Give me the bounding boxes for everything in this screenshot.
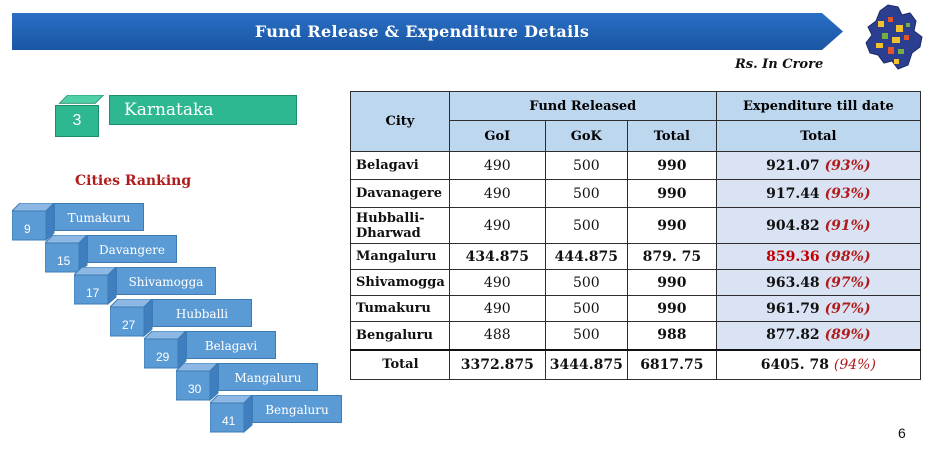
exp-value: 961.79	[766, 300, 820, 317]
cell-expenditure	[716, 270, 920, 296]
header-exp-total: Total	[716, 121, 920, 152]
cell-goi: 490	[449, 180, 545, 208]
header-goi: GoI	[449, 121, 545, 152]
cell-total: 990	[627, 270, 716, 296]
rank-city: Tumakuru	[54, 203, 144, 231]
ranking-title: Cities Ranking	[75, 173, 192, 189]
rank-number: 15	[57, 254, 71, 268]
rank-number: 9	[24, 222, 31, 236]
state-number: 3	[55, 105, 99, 137]
exp-percent: (89%)	[824, 327, 871, 344]
cell-total: 879. 75	[627, 244, 716, 270]
cell-expenditure	[716, 322, 920, 350]
cell-expenditure	[716, 244, 920, 270]
table-body	[351, 152, 921, 380]
header-city: City	[351, 92, 450, 152]
title-banner	[12, 13, 842, 50]
table-row	[351, 322, 921, 350]
page-number: 6	[898, 425, 906, 441]
cell-gok: 500	[545, 322, 627, 350]
cell-goi: 490	[449, 152, 545, 180]
cell-city: Tumakuru	[351, 296, 450, 322]
cell-total-total: 6817.75	[627, 350, 716, 380]
table-row	[351, 296, 921, 322]
unit-note: Rs. In Crore	[735, 57, 824, 72]
cell-total: 990	[627, 152, 716, 180]
cell-total: 990	[627, 180, 716, 208]
cell-gok: 500	[545, 180, 627, 208]
cell-total: 990	[627, 208, 716, 244]
cell-city: Hubballi- Dharwad	[351, 208, 450, 244]
exp-percent: (91%)	[824, 217, 871, 234]
table-row	[351, 152, 921, 180]
exp-value: 859.36	[766, 248, 820, 265]
cell-expenditure	[716, 296, 920, 322]
header-fund-released: Fund Released	[449, 92, 716, 121]
cell-total-goi: 3372.875	[449, 350, 545, 380]
rank-number: 41	[222, 414, 236, 428]
table-row	[351, 208, 921, 244]
exp-value: 877.82	[766, 327, 820, 344]
cell-gok: 500	[545, 152, 627, 180]
cell-gok: 500	[545, 270, 627, 296]
header-total: Total	[627, 121, 716, 152]
rank-city: Belagavi	[186, 331, 276, 359]
cell-total-gok: 3444.875	[545, 350, 627, 380]
rank-city: Hubballi	[152, 299, 252, 327]
state-name: Karnataka	[109, 95, 297, 125]
cell-gok: 500	[545, 208, 627, 244]
exp-value: 917.44	[766, 185, 820, 202]
karnataka-map-icon	[858, 3, 930, 71]
table-row	[351, 244, 921, 270]
rank-city: Bengaluru	[252, 395, 342, 423]
state-box-3d-top	[55, 95, 108, 105]
cell-total-label: Total	[351, 350, 450, 380]
cell-gok: 444.875	[545, 244, 627, 270]
cell-total-expenditure	[716, 350, 920, 380]
cell-total: 990	[627, 296, 716, 322]
header-gok: GoK	[545, 121, 627, 152]
rank-city: Shivamogga	[116, 267, 216, 295]
header-expenditure: Expenditure till date	[716, 92, 920, 121]
table-row	[351, 180, 921, 208]
cell-city: Davanagere	[351, 180, 450, 208]
cell-goi: 490	[449, 270, 545, 296]
cell-goi: 488	[449, 322, 545, 350]
cell-city: Shivamogga	[351, 270, 450, 296]
exp-percent: (93%)	[824, 185, 871, 202]
cell-gok: 500	[545, 296, 627, 322]
fund-table	[350, 91, 921, 380]
rank-city: Mangaluru	[218, 363, 318, 391]
rank-city: Davangere	[87, 235, 177, 263]
exp-value: 921.07	[766, 157, 820, 174]
exp-percent: (97%)	[824, 300, 871, 317]
exp-percent: (93%)	[824, 157, 871, 174]
cell-expenditure	[716, 208, 920, 244]
cell-expenditure	[716, 152, 920, 180]
exp-percent: (98%)	[824, 248, 871, 265]
rank-number: 29	[156, 350, 170, 364]
page-title: Fund Release & Expenditure Details	[254, 22, 590, 41]
rank-number: 27	[122, 318, 136, 332]
cell-total: 988	[627, 322, 716, 350]
total-exp-value: 6405. 78	[760, 356, 829, 373]
table-row	[351, 270, 921, 296]
rank-number: 17	[86, 286, 100, 300]
cell-expenditure	[716, 180, 920, 208]
cell-city: Bengaluru	[351, 322, 450, 350]
exp-value: 904.82	[766, 217, 820, 234]
cell-goi: 490	[449, 208, 545, 244]
exp-value: 963.48	[766, 274, 820, 291]
cell-goi: 490	[449, 296, 545, 322]
rank-number: 30	[188, 382, 202, 396]
cell-city: Mangaluru	[351, 244, 450, 270]
exp-percent: (97%)	[824, 274, 871, 291]
total-row	[351, 350, 921, 380]
cell-city: Belagavi	[351, 152, 450, 180]
total-exp-percent: (94%)	[833, 356, 876, 373]
cell-goi: 434.875	[449, 244, 545, 270]
